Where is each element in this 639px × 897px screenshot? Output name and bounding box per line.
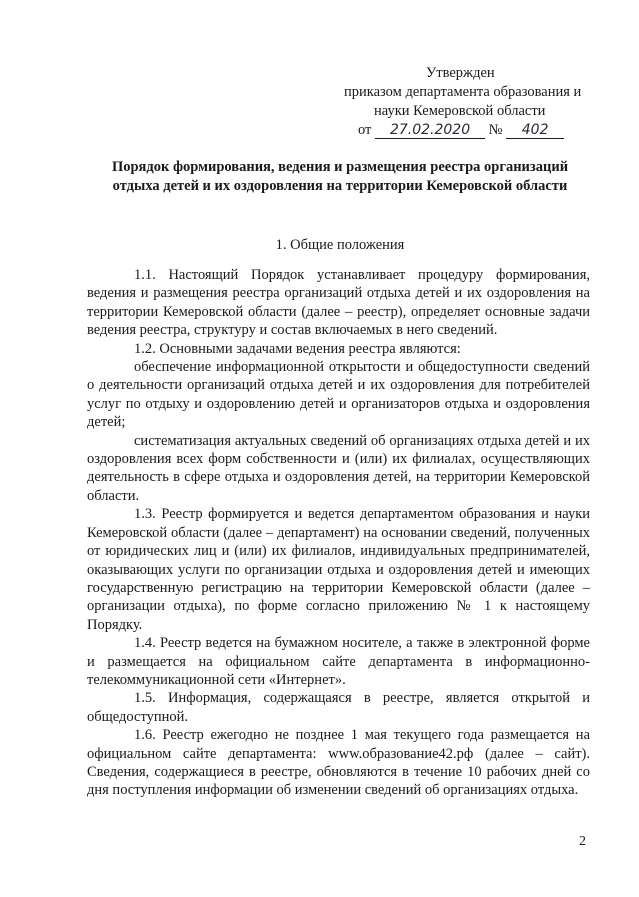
paragraph-1-5: 1.5. Информация, содержащаяся в реестре, является открытой и общедоступной. (87, 690, 590, 725)
document-title (80, 158, 600, 196)
approval-number-label: № (488, 122, 503, 138)
approval-from-label: от (358, 122, 372, 138)
document-body (87, 266, 590, 800)
paragraph-1-3: 1.3. Реестр формируется и ведется департаментом образования и науки Кемеровской области (далее – департамент) на основании сведений, полученных от юридических лиц и (или) их филиалов, индивидуальных предпринимателей, оказывающих услуги по организации отдыха и оздоровления детей и имеющих государственную регистрацию на территории Кемеровской области (далее – организации отдыха), по форме согласно приложению № 1 к настоящему Порядку. (87, 506, 590, 633)
approval-date-handwritten: 27.02.2020 (375, 123, 485, 139)
paragraph-1-2: 1.2. Основными задачами ведения реестра являются: (134, 340, 461, 357)
section-heading: 1. Общие положения (275, 237, 405, 253)
paragraph-1-6: 1.6. Реестр ежегодно не позднее 1 мая текущего года размещается на официальном сайте департамента: www.образование42.рф (далее – сайт). Сведения, содержащиеся в реестре, обновляются в течение 10 рабочих дней со дня поступления информации об изменении сведений об организациях отдыха. (87, 727, 590, 799)
approval-heading: Утвержден (426, 65, 495, 81)
approval-block (330, 64, 620, 140)
approval-order-line: приказом департамента образования и (344, 84, 582, 100)
paragraph-1-2-item-1: обеспечение информационной открытости и общедоступности сведений о деятельности организаций отдыха детей и их оздоровления для потребителей услуг по отдыху и оздоровлению детей и организаторов отдыха и оздоровления детей; (87, 359, 590, 431)
paragraph-1-2-item-2: систематизация актуальных сведений об организациях отдыха детей и их оздоровления всех форм собственности и (или) их филиалах, осуществляющих деятельность в сфере отдыха и оздоровления детей, на территории Кемеровской области. (87, 432, 590, 504)
document-title-line-1: Порядок формирования, ведения и размещения реестра организаций (111, 159, 569, 175)
approval-number-handwritten: 402 (506, 123, 564, 139)
page-number: 2 (579, 834, 586, 849)
document-title-line-2: отдыха детей и их оздоровления на территории Кемеровской области (112, 178, 568, 194)
paragraph-1-1: 1.1. Настоящий Порядок устанавливает процедуру формирования, ведения и размещения реестра организаций отдыха детей и их оздоровления на территории Кемеровской области (далее – реестр), определяет основные задачи ведения реестра, структуру и состав включаемых в него сведений. (87, 267, 590, 339)
approval-date-number-line (330, 121, 620, 140)
paragraph-1-4: 1.4. Реестр ведется на бумажном носителе, а также в электронной форме и размещается на официальном сайте департамента в информационно-телекоммуникационной сети «Интернет». (87, 635, 590, 688)
approval-department-line: науки Кемеровской области (374, 103, 546, 119)
